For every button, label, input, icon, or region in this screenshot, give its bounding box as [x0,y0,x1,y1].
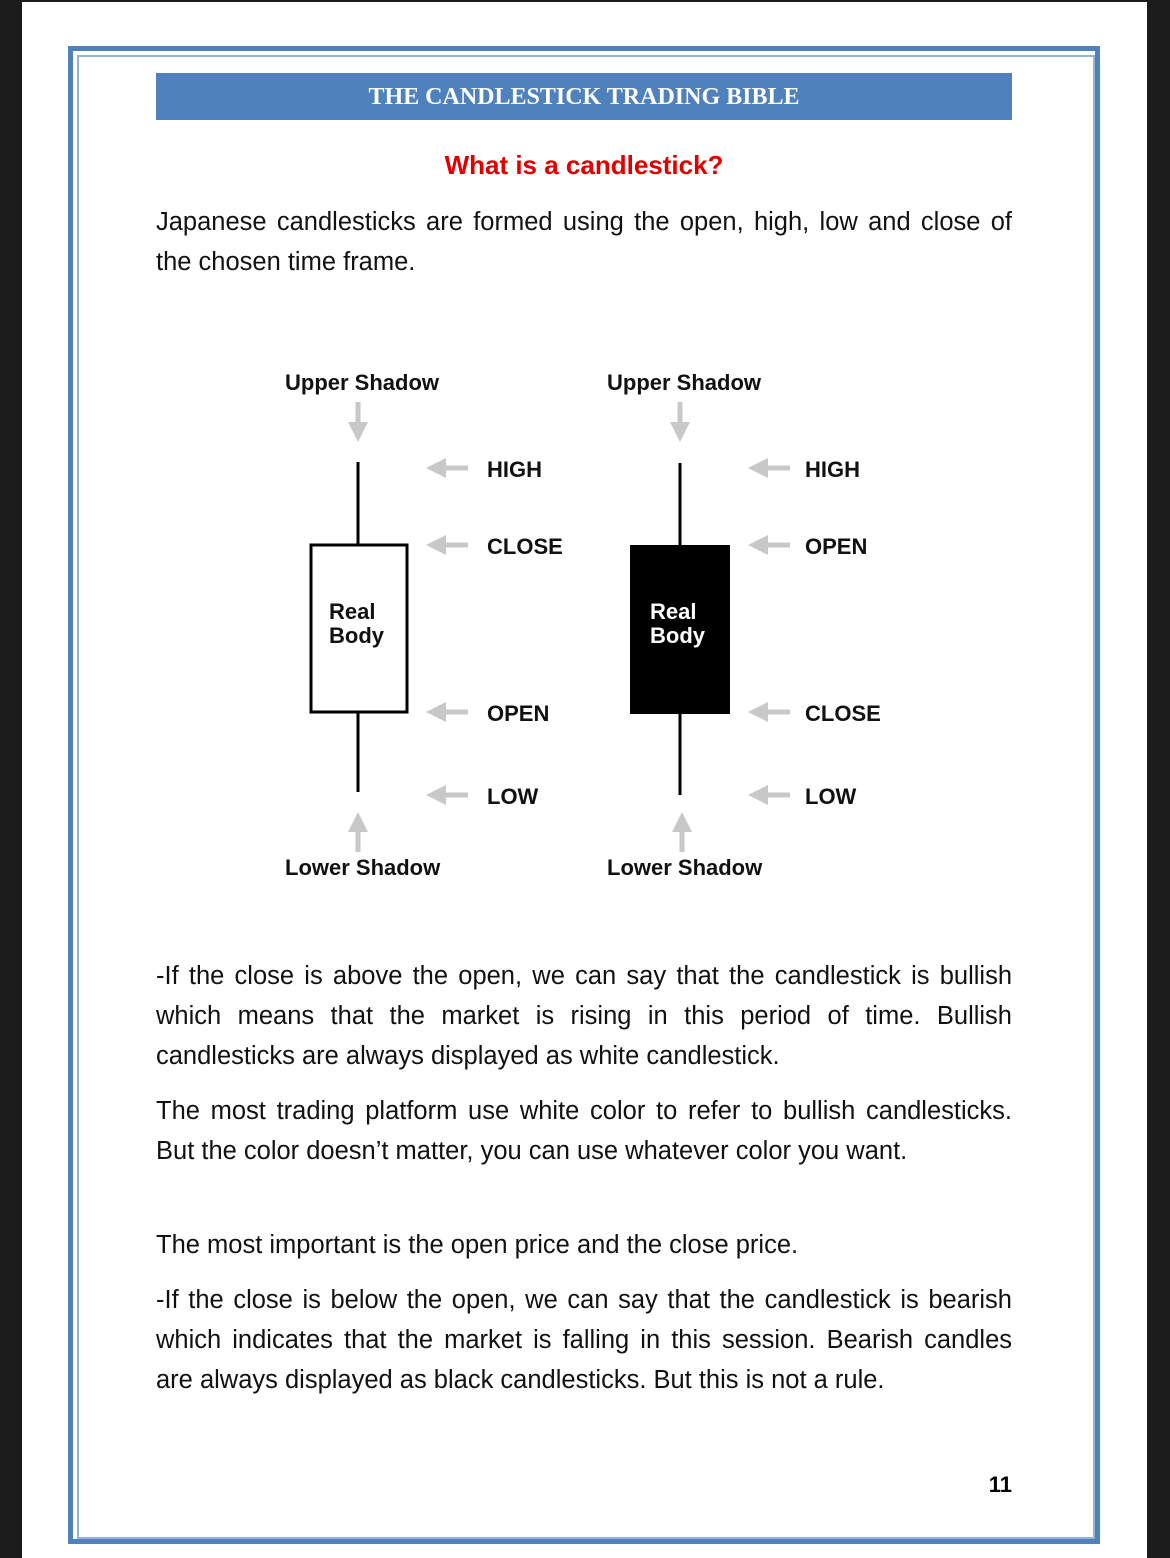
body-label: Body [650,623,705,648]
paragraph: -If the close is below the open, we can say that the candlestick is bearish which indicates that the market is falling in this session. Bearish candles are always displayed as black candlesticks. But this is not a rule. [156,1286,1012,1394]
price-label: LOW [805,784,857,809]
paragraph: The most trading platform use white color to refer to bullish candlesticks. But the color doesn’t matter, you can use whatever color you want. [156,1097,1012,1165]
intro-paragraph: Japanese candlesticks are formed using the open, high, low and close of the chosen time frame. [156,208,1012,276]
price-label: HIGH [487,457,542,482]
lower-shadow-label: Lower Shadow [607,855,763,880]
body-label: Real [650,599,697,624]
page-number: 11 [988,1472,1012,1497]
upper-shadow-label: Upper Shadow [285,370,440,395]
paragraph: -If the close is above the open, we can say that the candlestick is bullish which means that the market is rising in this period of time. Bullish candlesticks are always displayed as white candlestick. [156,962,1012,1070]
price-label: OPEN [805,534,868,559]
price-label: LOW [487,784,539,809]
price-label: CLOSE [487,534,563,559]
lower-shadow-label: Lower Shadow [285,855,441,880]
paragraph: The most important is the open price and the close price. [156,1231,799,1259]
upper-shadow-label: Upper Shadow [607,370,762,395]
body-label: Real [329,599,376,624]
body-label: Body [329,623,384,648]
price-label: HIGH [805,457,860,482]
price-label: OPEN [487,701,550,726]
bullish-candle [285,370,563,880]
book-header: THE CANDLESTICK TRADING BIBLE [156,73,1012,120]
section-title: What is a candlestick? [444,150,724,180]
price-label: CLOSE [805,701,881,726]
bearish-candle [607,370,881,880]
